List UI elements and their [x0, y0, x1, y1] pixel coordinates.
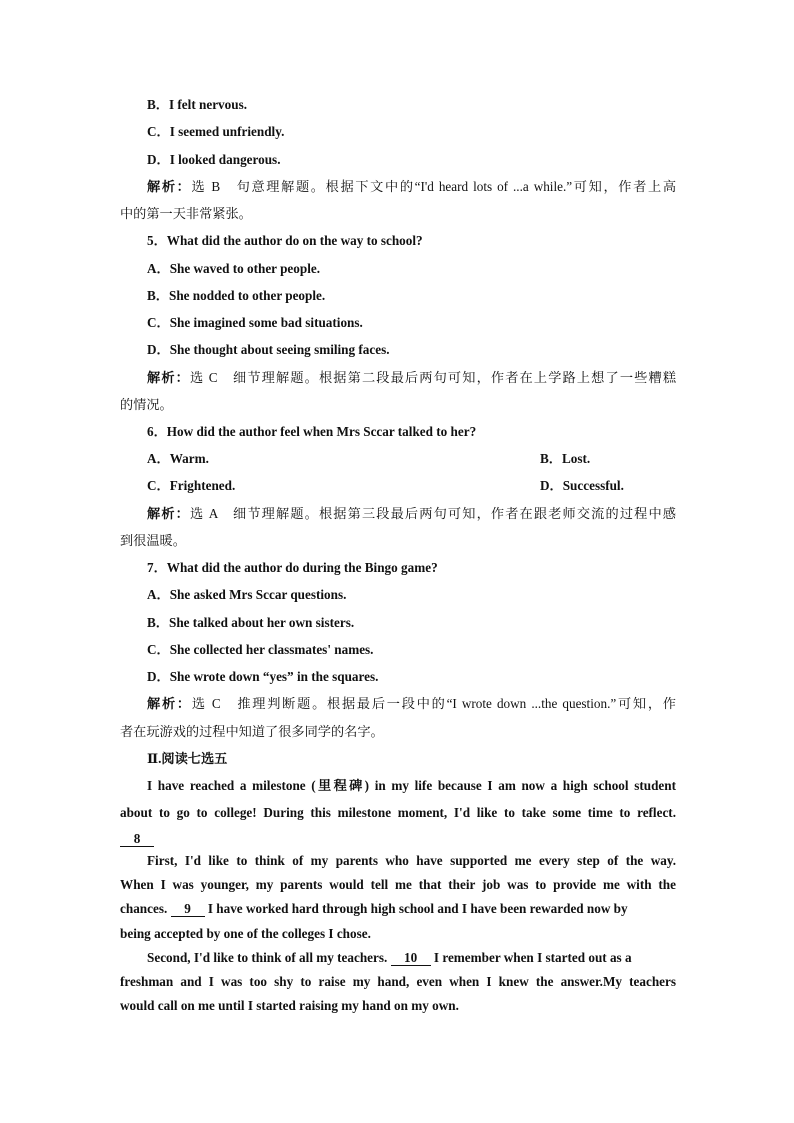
explain-text: 选 A 细节理解题。根据第三段最后两句可知，作者在跟老师交流的过程中感	[189, 506, 676, 521]
q7-option-c: C．She collected her classmates' names.	[147, 642, 374, 657]
q6-option-d: D．Successful.	[540, 478, 624, 493]
blank-9: 9	[171, 901, 205, 917]
q6-option-c: C．Frightened.	[147, 478, 236, 493]
explain-text: 选 B 句意理解题。根据下文中的“I'd heard lots of ...a while.”可知，作者上高	[191, 179, 677, 194]
passage-text: I have worked hard through high school and I have been rewarded now by	[207, 901, 628, 916]
q6-option-a: A．Warm.	[147, 451, 209, 466]
q5-option-d: D．She thought about seeing smiling faces.	[147, 342, 390, 357]
explain-text: 选 C 细节理解题。根据第二段最后两句可知，作者在上学路上想了一些糟糕	[189, 370, 676, 385]
passage-p1-line3	[120, 830, 676, 848]
q7-question: 7．What did the author do during the Bingo game?	[147, 560, 438, 575]
q7-explanation-cont: 者在玩游戏的过程中知道了很多同学的名字。	[120, 724, 384, 739]
q6-explanation-cont: 到很温暖。	[120, 533, 186, 548]
passage-p3-line2: freshman and I was too shy to raise my hand, even when I knew the answer.My teachers	[120, 974, 676, 989]
q6-option-b: B．Lost.	[540, 451, 591, 466]
passage-p2-line1: First, I'd like to think of my parents who have supported me every step of the way.	[147, 853, 676, 868]
passage-p2-line4: being accepted by one of the colleges I chose.	[120, 926, 371, 941]
explain-tag: 解析：	[147, 370, 190, 385]
q5-option-c: C．She imagined some bad situations.	[147, 315, 363, 330]
q7-option-d: D．She wrote down “yes” in the squares.	[147, 669, 379, 684]
passage-p1-line2: about to go to college! During this milestone moment, I'd like to take some time to reflect.	[120, 805, 676, 820]
q5-explanation-cont: 的情况。	[120, 397, 173, 412]
explain-tag: 解析：	[147, 696, 192, 711]
passage-p2-line3	[120, 900, 676, 918]
q5-question: 5．What did the author do on the way to school?	[147, 233, 423, 248]
passage-p2-line2: When I was younger, my parents would tell me that their job was to provide me with the	[120, 877, 676, 892]
explain-tag: 解析：	[147, 506, 190, 521]
passage-p3-line1	[147, 949, 676, 967]
q6-question: 6．How did the author feel when Mrs Sccar talked to her?	[147, 424, 477, 439]
passage-text: I remember when I started out as a	[433, 950, 632, 965]
blank-10: 10	[391, 950, 431, 966]
q4-option-c: C．I seemed unfriendly.	[147, 124, 285, 139]
q4-explanation-cont: 中的第一天非常紧张。	[120, 206, 252, 221]
q7-option-a: A．She asked Mrs Sccar questions.	[147, 587, 347, 602]
q7-explanation	[147, 695, 676, 713]
q5-option-a: A．She waved to other people.	[147, 261, 321, 276]
q4-option-d: D．I looked dangerous.	[147, 152, 281, 167]
q5-option-b: B．She nodded to other people.	[147, 288, 326, 303]
q6-option-row-2	[147, 477, 676, 495]
q6-explanation	[147, 505, 676, 523]
q7-option-b: B．She talked about her own sisters.	[147, 615, 355, 630]
passage-p1-line1: I have reached a milestone (里程碑) in my life because I am now a high school student	[147, 778, 676, 793]
blank-8: 8	[120, 831, 154, 847]
explain-tag: 解析：	[147, 179, 192, 194]
passage-text: Second, I'd like to think of all my teachers.	[147, 950, 388, 965]
passage-p3-line3: would call on me until I started raising my hand on my own.	[120, 998, 459, 1013]
q4-explanation	[147, 178, 676, 196]
section-title: Ⅱ.阅读七选五	[147, 751, 228, 766]
passage-text: chances.	[120, 901, 168, 916]
q4-option-b: B．I felt nervous.	[147, 97, 248, 112]
explain-text: 选 C 推理判断题。根据最后一段中的“I wrote down ...the question.”可知，作	[191, 696, 676, 711]
q6-option-row-1	[147, 450, 676, 468]
q5-explanation	[147, 369, 676, 387]
